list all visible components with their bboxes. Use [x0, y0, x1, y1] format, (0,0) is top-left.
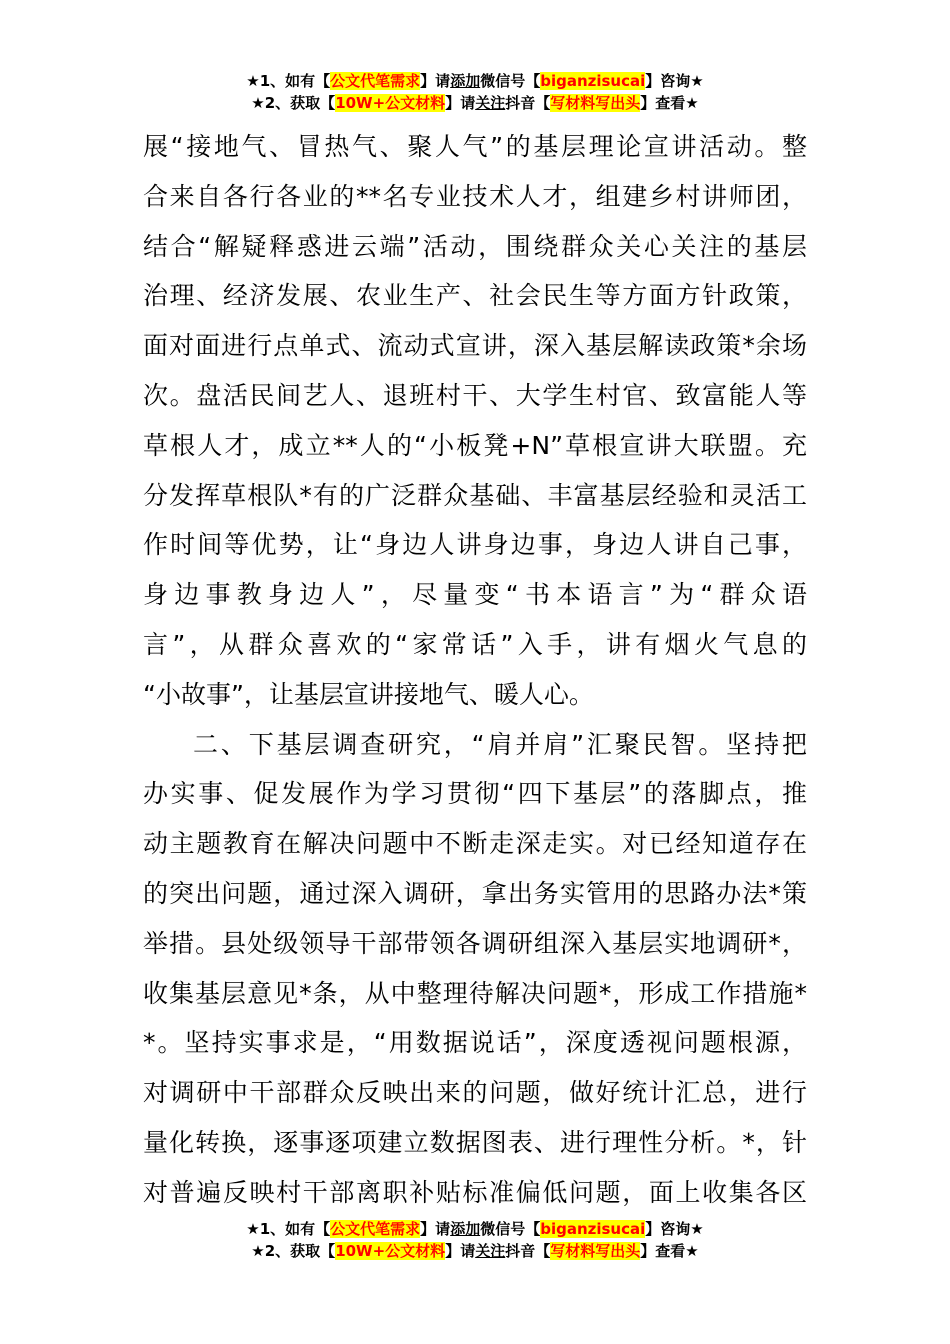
banner-text: ★1、如有【 [246, 72, 331, 90]
text-line: 次。盘活民间艺人、退班村干、大学生村官、致富能人等 [143, 380, 807, 410]
text-line: 的突出问题，通过深入调研，拿出务实管用的思路办法*策 [143, 878, 807, 908]
text-line: 动主题教育在解决问题中不断走深走实。对已经知道存在 [143, 829, 807, 859]
banner-text: 】请 [445, 1242, 476, 1260]
header-banner [0, 70, 950, 114]
highlight-service: 公文代笔需求 [330, 1220, 421, 1238]
banner-text: 抖音【 [505, 1242, 551, 1260]
banner-text: 】请 [420, 72, 451, 90]
banner-text: 微信号【 [480, 1220, 541, 1238]
banner-text: 微信号【 [480, 72, 541, 90]
text-line: 量化转换，逐事逐项建立数据图表、进行理性分析。*，针 [143, 1127, 807, 1157]
text-line: 对调研中干部群众反映出来的问题，做好统计汇总，进行 [143, 1078, 807, 1108]
banner-text: 】咨询★ [645, 1220, 704, 1238]
banner-line-2 [0, 1240, 950, 1262]
text-line: 收集基层意见*条，从中整理待解决问题*，形成工作措施* [143, 978, 807, 1008]
banner-line-1 [0, 70, 950, 92]
section-heading-line: 二、下基层调查研究，“肩并肩”汇聚民智。坚持把 [193, 729, 807, 759]
banner-underlined: 关注 [475, 1242, 506, 1260]
banner-underlined: 关注 [475, 94, 506, 112]
text-line: 身边事教身边人”，尽量变“书本语言”为“群众语 [143, 580, 807, 610]
text-line: 作时间等优势，让“身边人讲身边事，身边人讲自己事， [143, 530, 807, 560]
text-line: 治理、经济发展、农业生产、社会民生等方面方针政策， [143, 281, 807, 311]
highlight-materials: 10W+公文材料 [335, 1242, 446, 1260]
banner-text: 】咨询★ [645, 72, 704, 90]
highlight-wechat-id: biganzisucai [540, 72, 646, 90]
text-line: 草根人才，成立**人的“小板凳+N”草根宣讲大联盟。充 [143, 430, 807, 460]
banner-text: 】查看★ [640, 94, 699, 112]
text-line: “小故事”，让基层宣讲接地气、暖人心。 [143, 679, 594, 709]
highlight-douyin-id: 写材料写出头 [550, 94, 641, 112]
text-line: 办实事、促发展作为学习贯彻“四下基层”的落脚点，推 [143, 779, 807, 809]
banner-text: 】请 [445, 94, 476, 112]
text-line: 面对面进行点单式、流动式宣讲，深入基层解读政策*余场 [143, 331, 807, 361]
highlight-wechat-id: biganzisucai [540, 1220, 646, 1238]
document-body [143, 122, 807, 1218]
banner-text: ★2、获取【 [251, 94, 336, 112]
banner-text: ★1、如有【 [246, 1220, 331, 1238]
banner-underlined: 添加 [450, 1220, 481, 1238]
banner-text: ★2、获取【 [251, 1242, 336, 1260]
banner-text: 抖音【 [505, 94, 551, 112]
text-line: 合来自各行各业的**名专业技术人才，组建乡村讲师团， [143, 181, 807, 211]
banner-line-1 [0, 1218, 950, 1240]
text-line: 举措。县处级领导干部带领各调研组深入基层实地调研*， [143, 928, 807, 958]
banner-text: 】请 [420, 1220, 451, 1238]
banner-underlined: 添加 [450, 72, 481, 90]
banner-line-2 [0, 92, 950, 114]
text-line: 对普遍反映村干部离职补贴标准偏低问题，面上收集各区 [143, 1177, 807, 1207]
highlight-douyin-id: 写材料写出头 [550, 1242, 641, 1260]
highlight-materials: 10W+公文材料 [335, 94, 446, 112]
text-line: *。坚持实事求是，“用数据说话”，深度透视问题根源， [143, 1028, 807, 1058]
text-line: 言”，从群众喜欢的“家常话”入手，讲有烟火气息的 [143, 629, 807, 659]
highlight-service: 公文代笔需求 [330, 72, 421, 90]
banner-text: 】查看★ [640, 1242, 699, 1260]
text-line: 结合“解疑释惑进云端”活动，围绕群众关心关注的基层 [143, 231, 807, 261]
footer-banner [0, 1218, 950, 1262]
text-line: 展“接地气、冒热气、聚人气”的基层理论宣讲活动。整 [143, 132, 807, 161]
text-line: 分发挥草根队*有的广泛群众基础、丰富基层经验和灵活工 [143, 480, 807, 510]
